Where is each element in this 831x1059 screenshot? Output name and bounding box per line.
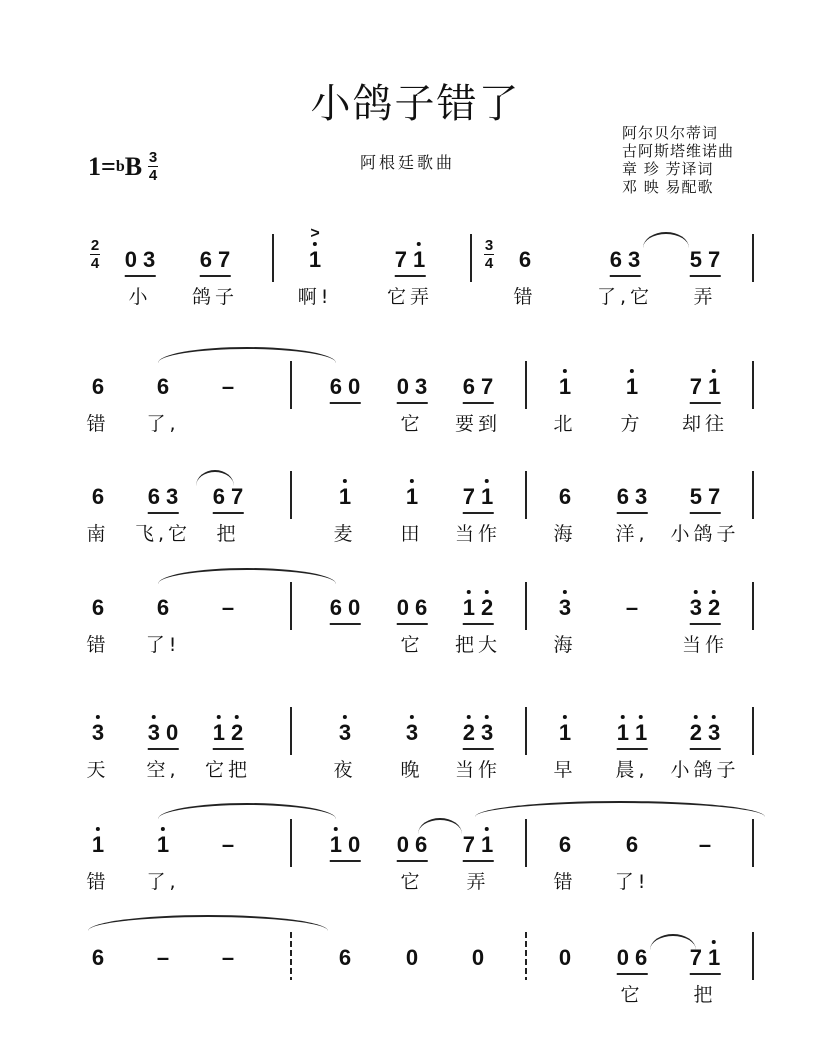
barline: [525, 707, 527, 755]
subtitle: 阿根廷歌曲: [360, 153, 456, 172]
note: 6: [625, 832, 639, 857]
barline: [290, 361, 292, 409]
note: 0: [396, 374, 409, 399]
note: 6: [415, 832, 428, 857]
note: 0: [471, 945, 485, 970]
note: 1: [462, 595, 475, 620]
lyric: 它: [400, 634, 424, 656]
barline: [525, 361, 527, 409]
beat: [699, 833, 711, 860]
time-bottom: 4: [90, 255, 100, 272]
beat: [690, 375, 721, 404]
lyric: 小鸽子: [670, 523, 740, 545]
beat: [690, 248, 721, 277]
beat: [463, 375, 494, 404]
slur: [643, 232, 689, 248]
credits: [622, 124, 734, 196]
beat: [148, 485, 179, 514]
hold-dash: –: [156, 945, 170, 970]
lyric: 海: [553, 634, 577, 656]
lyric: 晚: [400, 759, 424, 781]
lyric: 它把: [204, 759, 252, 781]
hold-dash: –: [698, 832, 712, 857]
lyric: 它: [400, 871, 424, 893]
barline: [752, 234, 754, 282]
note: 6: [558, 832, 572, 857]
note: 7: [462, 832, 475, 857]
time-signature: [148, 150, 158, 183]
hold-dash: –: [221, 945, 235, 970]
note: 3: [628, 247, 641, 272]
note: 6: [91, 374, 105, 399]
note: 1: [481, 832, 494, 857]
note: 6: [635, 945, 648, 970]
beat: [406, 485, 418, 512]
lyric: 了,它: [596, 286, 654, 308]
beat: [559, 596, 571, 623]
lyric: 错: [553, 871, 577, 893]
note: 6: [518, 247, 532, 272]
note: 6: [147, 484, 160, 509]
beat: [92, 946, 104, 973]
beat: [222, 596, 234, 623]
beat: [222, 833, 234, 860]
beat: [397, 596, 428, 625]
note: 6: [156, 595, 170, 620]
note: 3: [635, 484, 648, 509]
beat: [222, 375, 234, 402]
note: 6: [609, 247, 622, 272]
lyric: 了!: [145, 634, 181, 656]
note: 3: [708, 720, 721, 745]
barline: [752, 582, 754, 630]
staff-line: [0, 596, 831, 656]
staff-line: [0, 946, 831, 1006]
barline: [525, 819, 527, 867]
note: 0: [616, 945, 629, 970]
beat: [339, 946, 351, 973]
note: 5: [689, 484, 702, 509]
note: 6: [156, 374, 170, 399]
barline: [525, 471, 527, 519]
lyric: 把: [216, 523, 240, 545]
beat: [406, 721, 418, 748]
note: 6: [329, 374, 342, 399]
beat: [157, 833, 169, 860]
lyric: 麦: [333, 523, 357, 545]
time-bottom: 4: [148, 167, 158, 184]
beat: [148, 721, 179, 750]
lyric: 把: [693, 984, 717, 1006]
barline: [290, 932, 292, 980]
note: 3: [338, 720, 352, 745]
beat: [463, 833, 494, 862]
lyric: 鸽子: [191, 286, 239, 308]
lyric: 海: [553, 523, 577, 545]
note: 1 >: [309, 248, 321, 272]
beat: [200, 248, 231, 277]
lyric: 田: [400, 523, 424, 545]
lyric: 当作: [454, 523, 502, 545]
note: 3: [91, 720, 105, 745]
beat: [330, 596, 361, 625]
lyric: 南: [86, 523, 110, 545]
hold-dash: –: [221, 595, 235, 620]
note: 2: [708, 595, 721, 620]
beat: [463, 485, 494, 514]
beat: [157, 946, 169, 973]
lyric: 小: [128, 286, 152, 308]
beat: [339, 485, 351, 512]
key-signature: [88, 150, 158, 183]
note: 3: [166, 484, 179, 509]
lyric: 北: [553, 413, 577, 435]
note: 2: [462, 720, 475, 745]
lyric: 夜: [333, 759, 357, 781]
barline: [525, 932, 527, 980]
hold-dash: –: [221, 832, 235, 857]
note: 1: [625, 374, 639, 399]
lyric: 弄: [466, 871, 490, 893]
song-title: 小鸽子错了: [310, 81, 521, 127]
lyric: 错: [513, 286, 537, 308]
lyric: 当作: [454, 759, 502, 781]
beat: [472, 946, 484, 973]
slur: [418, 818, 462, 834]
note: 1: [338, 484, 352, 509]
slur: [196, 470, 234, 486]
note: 1: [405, 484, 419, 509]
note: 3: [558, 595, 572, 620]
beat: [92, 375, 104, 402]
beat: [617, 485, 648, 514]
beat: [406, 946, 418, 973]
note: 3: [147, 720, 160, 745]
beat: [92, 485, 104, 512]
barline: [470, 234, 472, 282]
note: 1: [212, 720, 225, 745]
note: 2: [231, 720, 244, 745]
lyric: 它: [400, 413, 424, 435]
credit-arrangement: 邓 映 易配歌: [622, 178, 714, 196]
barline: [272, 234, 274, 282]
note: 2: [689, 720, 702, 745]
credit-translation: 章 珍 芳译词: [622, 160, 714, 178]
note: 1: [558, 720, 572, 745]
beat: [157, 596, 169, 623]
beat: [395, 248, 426, 277]
lyric: 却往: [681, 413, 729, 435]
note: 1: [413, 247, 426, 272]
note: 7: [462, 484, 475, 509]
note: 7: [394, 247, 407, 272]
beat: [617, 946, 648, 975]
note: 7: [708, 484, 721, 509]
beat: [610, 248, 641, 277]
credit-lyrics: 阿尔贝尔蒂词: [622, 124, 719, 142]
note: 1: [558, 374, 572, 399]
note: 0: [348, 595, 361, 620]
lyric: 要到: [454, 413, 502, 435]
beat: [690, 485, 721, 514]
beat: [626, 833, 638, 860]
lyric: 方: [620, 413, 644, 435]
time-signature: [484, 238, 494, 271]
note: 7: [231, 484, 244, 509]
beat: [213, 485, 244, 514]
beat: [626, 375, 638, 402]
beat: [157, 375, 169, 402]
beat: [559, 485, 571, 512]
time-top: 3: [148, 149, 158, 166]
lyric: 小鸽子: [670, 759, 740, 781]
flat-sign: b: [115, 157, 125, 175]
barline: [290, 471, 292, 519]
barline: [752, 819, 754, 867]
time-top: 2: [90, 237, 100, 254]
staff-line: [0, 485, 831, 545]
beat: [92, 833, 104, 860]
beat: [125, 248, 156, 277]
credit-music: 古阿斯塔维诺曲: [622, 142, 735, 160]
note: 3: [481, 720, 494, 745]
note: 6: [462, 374, 475, 399]
note: 0: [405, 945, 419, 970]
beat: [559, 721, 571, 748]
note: 6: [91, 484, 105, 509]
note: 1: [481, 484, 494, 509]
beat: [463, 721, 494, 750]
lyric: 晨,: [615, 759, 649, 781]
note: 0: [348, 374, 361, 399]
lyric: 错: [86, 413, 110, 435]
note: 0: [558, 945, 572, 970]
hold-dash: –: [625, 595, 639, 620]
lyric: 洋,: [615, 523, 649, 545]
note: 6: [91, 945, 105, 970]
note: 0: [348, 832, 361, 857]
lyric: 错: [86, 634, 110, 656]
note: 7: [689, 945, 702, 970]
note: 6: [329, 595, 342, 620]
note: 1: [616, 720, 629, 745]
note: 6: [558, 484, 572, 509]
hold-dash: –: [221, 374, 235, 399]
slur: [158, 568, 336, 584]
note: 6: [212, 484, 225, 509]
beat: [92, 721, 104, 748]
slur: [475, 801, 765, 817]
lyric: 早: [553, 759, 577, 781]
note: 2: [481, 595, 494, 620]
note: 6: [616, 484, 629, 509]
note: 0: [396, 595, 409, 620]
note: 1: [156, 832, 170, 857]
note: 7: [481, 374, 494, 399]
lyric: 空,: [146, 759, 180, 781]
lyric: 飞,它: [134, 523, 192, 545]
barline: [752, 361, 754, 409]
lyric: 了,: [146, 871, 180, 893]
beat: [222, 946, 234, 973]
note: 3: [405, 720, 419, 745]
lyric: 把大: [454, 634, 502, 656]
lyric: 弄: [693, 286, 717, 308]
note: 7: [708, 247, 721, 272]
barline: [290, 582, 292, 630]
note: 1: [708, 945, 721, 970]
beat: [463, 596, 494, 625]
slur: [650, 934, 696, 950]
beat: [690, 721, 721, 750]
lyric: 天: [86, 759, 110, 781]
time-top: 3: [484, 237, 494, 254]
staff-line: [0, 237, 831, 308]
note: 7: [689, 374, 702, 399]
slur: [158, 347, 336, 363]
beat: [617, 721, 648, 750]
note: 5: [689, 247, 702, 272]
beat: [397, 833, 428, 862]
staff-line: [0, 375, 831, 435]
beat: [330, 375, 361, 404]
beat: [330, 833, 361, 862]
note: 6: [91, 595, 105, 620]
beat: [559, 833, 571, 860]
slur: [88, 915, 328, 931]
lyric: 错: [86, 871, 110, 893]
lyric: 了!: [614, 871, 650, 893]
note: 6: [415, 595, 428, 620]
note: 3: [143, 247, 156, 272]
staff-line: [0, 833, 831, 893]
lyric: 它弄: [386, 286, 434, 308]
time-bottom: 4: [484, 255, 494, 272]
beat: [519, 248, 531, 275]
key-note: B: [124, 151, 143, 181]
note: 0: [124, 247, 137, 272]
slur: [158, 803, 336, 819]
barline: [752, 471, 754, 519]
time-signature: [90, 238, 100, 271]
lyric: 啊!: [297, 286, 333, 308]
note: 1: [91, 832, 105, 857]
note: 3: [689, 595, 702, 620]
staff-line: [0, 721, 831, 781]
note: 7: [218, 247, 231, 272]
note: 1: [329, 832, 342, 857]
beat: [213, 721, 244, 750]
beat: [397, 375, 428, 404]
beat: [339, 721, 351, 748]
beat: [559, 946, 571, 973]
key-label: 1=: [88, 151, 116, 181]
beat: [626, 596, 638, 623]
note: 3: [415, 374, 428, 399]
note: 1: [708, 374, 721, 399]
note: 0: [166, 720, 179, 745]
barline: [752, 932, 754, 980]
lyric: 了,: [146, 413, 180, 435]
beat: [309, 248, 321, 275]
barline: [752, 707, 754, 755]
note: 1: [635, 720, 648, 745]
barline: [290, 819, 292, 867]
beat: [690, 596, 721, 625]
note: 6: [338, 945, 352, 970]
note: 0: [396, 832, 409, 857]
lyric: 当作: [681, 634, 729, 656]
barline: [290, 707, 292, 755]
barline: [525, 582, 527, 630]
lyric: 它: [620, 984, 644, 1006]
beat: [92, 596, 104, 623]
beat: [690, 946, 721, 975]
beat: [559, 375, 571, 402]
note: 6: [199, 247, 212, 272]
